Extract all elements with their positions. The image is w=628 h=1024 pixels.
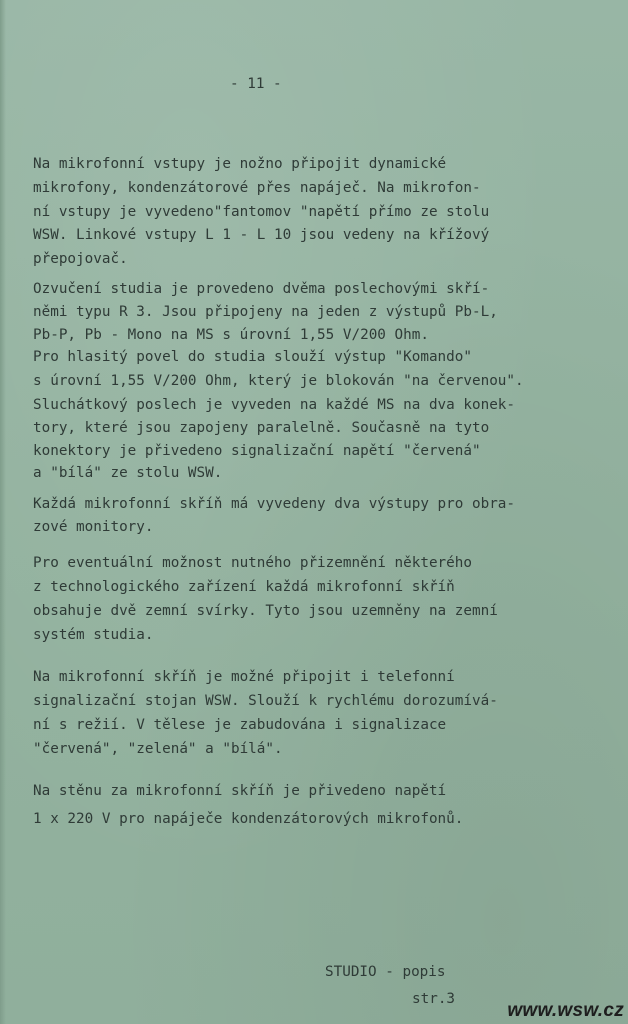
text-line: zové monitory. [33,519,154,535]
text-line: "červená", "zelená" a "bílá". [33,741,283,757]
text-line: WSW. Linkové vstupy L 1 - L 10 jsou vedeny na křížový [33,227,490,243]
text-line: a "bílá" ze stolu WSW. [33,465,223,481]
footer-page-number: str.3 [412,991,456,1007]
text-line: 1 x 220 V pro napáječe kondenzátorových mikrofonů. [33,811,464,827]
text-line: obsahuje dvě zemní svírky. Tyto jsou uzemněny na zemní [33,603,498,619]
page-number: - 11 - [230,76,282,92]
text-line: Na mikrofonní skříň je možné připojit i telefonní [33,669,455,685]
text-line: Na stěnu za mikrofonní skříň je přivedeno napětí [33,783,447,799]
text-line: Pro eventuální možnost nutného přizemnění některého [33,555,472,571]
watermark-logo: www.wsw.cz [507,1000,624,1021]
page-edge-shadow [0,0,6,1024]
text-line: s úrovní 1,55 V/200 Ohm, který je blokován "na červenou". [33,373,524,389]
text-line: němi typu R 3. Jsou připojeny na jeden z výstupů Pb-L, [33,304,498,320]
text-line: ní vstupy je vyvedeno"fantomov "napětí přímo ze stolu [33,204,490,220]
text-line: Sluchátkový poslech je vyveden na každé MS na dva konek- [33,397,516,413]
footer-title: STUDIO - popis [325,964,446,980]
text-line: ní s režií. V tělese je zabudována i signalizace [33,717,447,733]
text-line: Ozvučení studia je provedeno dvěma poslechovými skří- [33,281,490,297]
text-line: Pb-P, Pb - Mono na MS s úrovní 1,55 V/200 Ohm. [33,327,429,343]
text-line: konektory je přivedeno signalizační napětí "červená" [33,443,481,459]
text-line: systém studia. [33,627,154,643]
text-line: mikrofony, kondenzátorové přes napáječ. Na mikrofon- [33,180,481,196]
text-line: z technologického zařízení každá mikrofonní skříň [33,579,455,595]
text-line: přepojovač. [33,251,128,267]
text-line: signalizační stojan WSW. Slouží k rychlému dorozumívá- [33,693,498,709]
text-line: Každá mikrofonní skříň má vyvedeny dva výstupy pro obra- [33,496,516,512]
text-line: Pro hlasitý povel do studia slouží výstup "Komando" [33,349,472,365]
text-line: tory, které jsou zapojeny paralelně. Současně na tyto [33,420,490,436]
text-line: Na mikrofonní vstupy je nožno připojit dynamické [33,156,447,172]
